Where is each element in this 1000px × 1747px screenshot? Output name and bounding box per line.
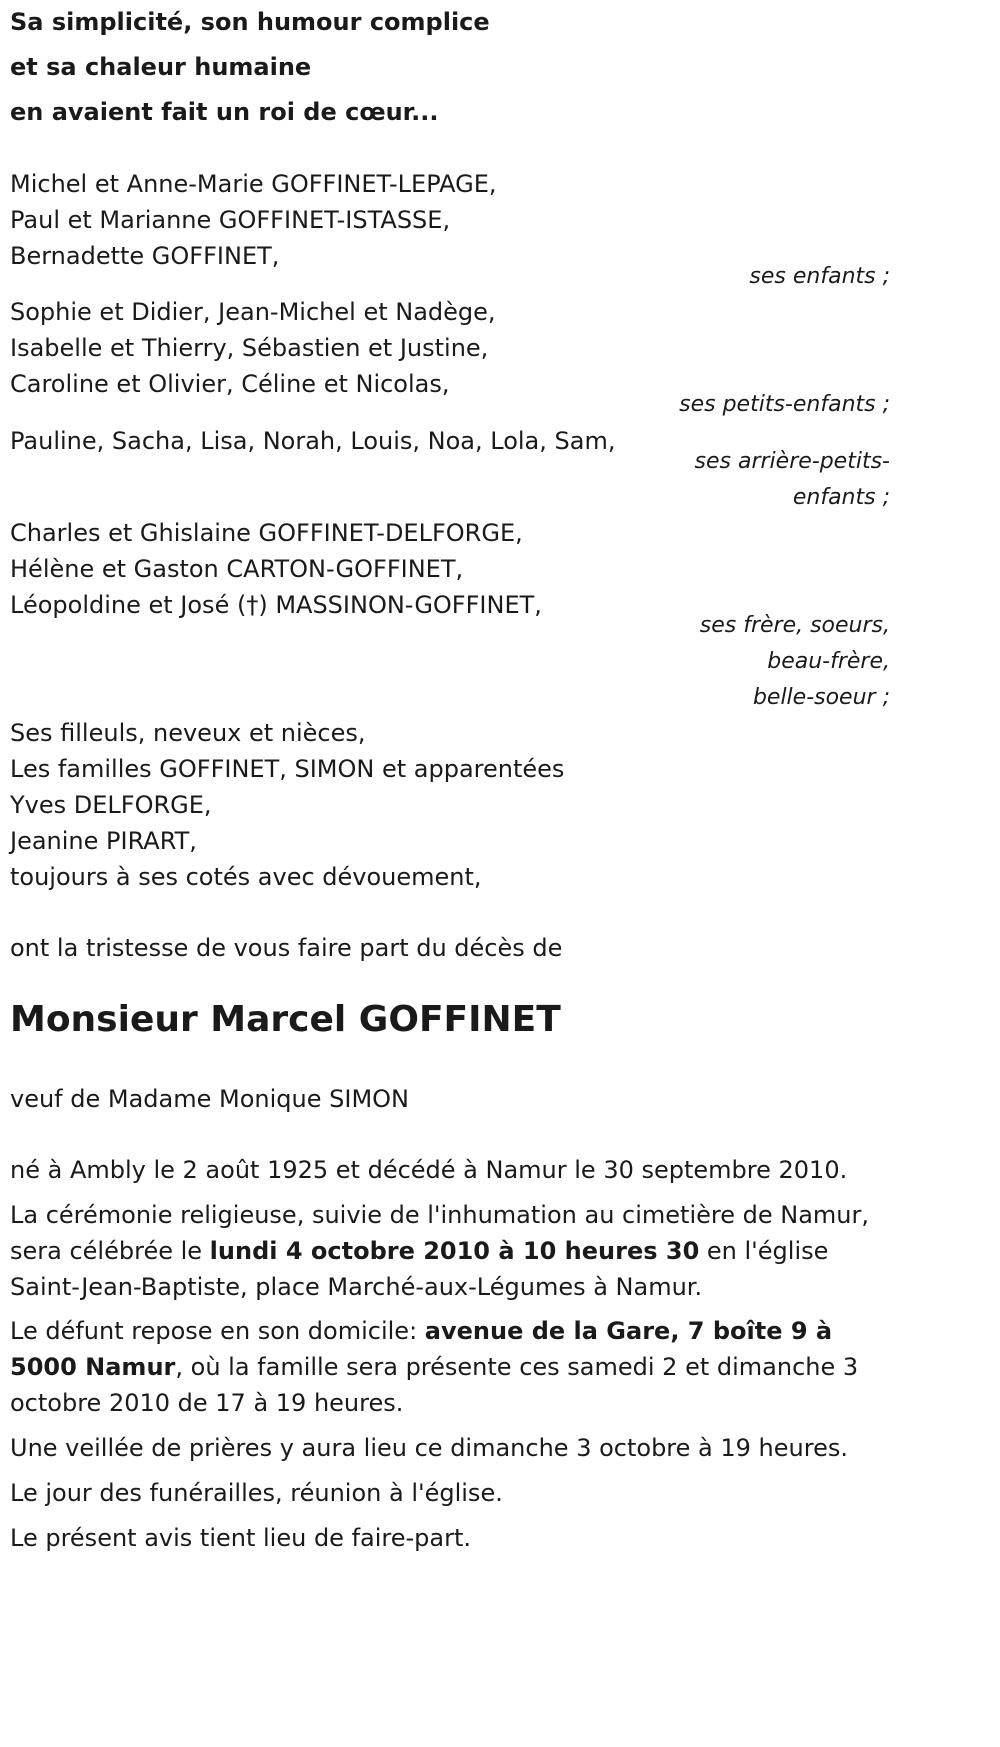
ceremony-text-before: La cérémonie religieuse, suivie de l'inhumation au cimetière de Namur, sera célébrée le <box>10 1201 869 1265</box>
siblings-role-3: belle-soeur ; <box>752 685 890 710</box>
grandchildren-name-3: Caroline et Olivier, Céline et Nicolas, <box>10 370 450 398</box>
others-line-3: Yves DELFORGE, <box>10 791 212 819</box>
great-grandchildren-role-1: ses arrière-petits- <box>694 449 890 474</box>
repose-text-after: , où la famille sera présente ces samedi 2 et dimanche 3 octobre 2010 de 17 à 19 heures. <box>10 1353 859 1417</box>
repose-text-before: Le défunt repose en son domicile: <box>10 1317 425 1345</box>
birth-death: né à Ambly le 2 août 1925 et décédé à Namur le 30 septembre 2010. <box>10 1156 848 1184</box>
vigil-text: Une veillée de prières y aura lieu ce dimanche 3 octobre à 19 heures. <box>10 1434 848 1462</box>
ceremony-text-after: en l'église Saint-Jean-Baptiste, place Marché-aux-Légumes à Namur. <box>10 1237 829 1301</box>
others-line-5: toujours à ses cotés avec dévouement, <box>10 863 482 891</box>
siblings-name-2: Hélène et Gaston CARTON-GOFFINET, <box>10 555 464 583</box>
children-name-2: Paul et Marianne GOFFINET-ISTASSE, <box>10 206 451 234</box>
children-role: ses enfants ; <box>749 264 890 289</box>
grandchildren-role: ses petits-enfants ; <box>679 392 890 417</box>
siblings-name-3: Léopoldine et José (†) MASSINON-GOFFINET, <box>10 591 542 619</box>
repose-paragraph <box>10 1313 890 1421</box>
ceremony-paragraph <box>10 1197 890 1305</box>
great-grandchildren-role-2: enfants ; <box>792 485 890 510</box>
announcement-text: ont la tristesse de vous faire part du décès de <box>10 934 563 962</box>
siblings-role-1: ses frère, soeurs, <box>699 613 890 638</box>
siblings-name-1: Charles et Ghislaine GOFFINET-DELFORGE, <box>10 519 523 547</box>
funeral-day-text: Le jour des funérailles, réunion à l'église. <box>10 1479 503 1507</box>
others-line-2: Les familles GOFFINET, SIMON et apparentées <box>10 755 565 783</box>
grandchildren-name-1: Sophie et Didier, Jean-Michel et Nadège, <box>10 298 496 326</box>
children-name-1: Michel et Anne-Marie GOFFINET-LEPAGE, <box>10 170 497 198</box>
motto-line-1: Sa simplicité, son humour complice <box>10 8 490 36</box>
deceased-name: Monsieur Marcel GOFFINET <box>10 999 561 1040</box>
children-name-3: Bernadette GOFFINET, <box>10 242 280 270</box>
others-line-1: Ses filleuls, neveux et nièces, <box>10 719 366 747</box>
motto-line-3: en avaient fait un roi de cœur... <box>10 98 439 126</box>
great-grandchildren-names: Pauline, Sacha, Lisa, Norah, Louis, Noa, Lola, Sam, <box>10 427 616 455</box>
grandchildren-name-2: Isabelle et Thierry, Sébastien et Justine, <box>10 334 489 362</box>
siblings-role-2: beau-frère, <box>767 649 890 674</box>
notice-text: Le présent avis tient lieu de faire-part. <box>10 1524 472 1552</box>
ceremony-date: lundi 4 octobre 2010 à 10 heures 30 <box>209 1237 700 1265</box>
repose-address: avenue de la Gare, 7 boîte 9 à 5000 Namur <box>10 1317 833 1381</box>
motto-line-2: et sa chaleur humaine <box>10 53 312 81</box>
others-line-4: Jeanine PIRART, <box>10 827 197 855</box>
widower-of: veuf de Madame Monique SIMON <box>10 1085 409 1113</box>
